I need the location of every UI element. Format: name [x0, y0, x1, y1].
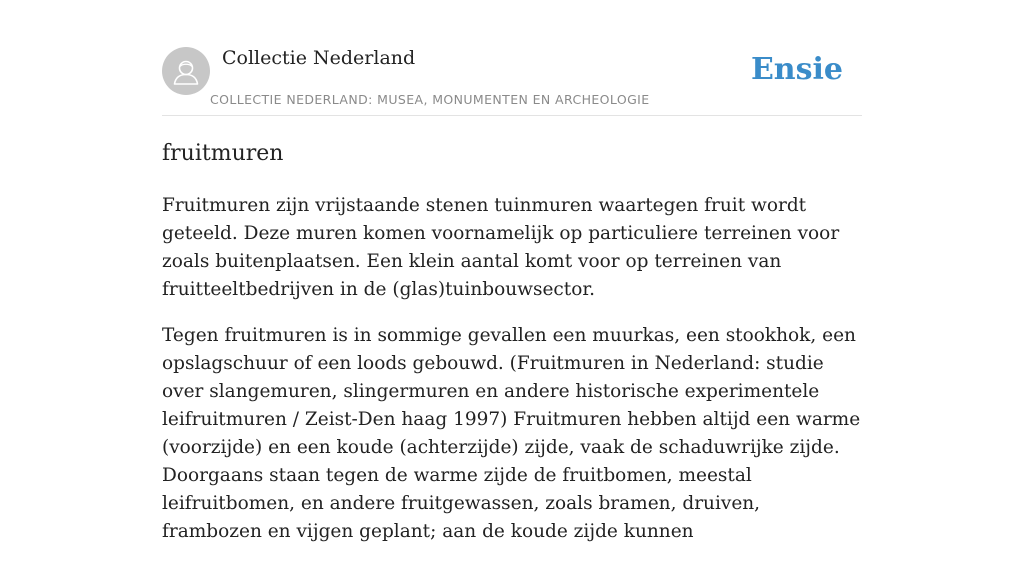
- user-icon: [162, 47, 210, 95]
- article-paragraph: Tegen fruitmuren is in sommige gevallen een muurkas, een stookhok, een opslagschuur of een loods gebouwd. (Fruitmuren in Nederland: studie over slangemuren, slingermuren en andere historische experimentele leifruitmuren / Zeist-Den haag 1997) Fruitmuren hebben altijd een warme (voorzijde) en een koude (achterzijde) zijde, vaak de schaduwrijke zijde. Doorgaans staan tegen de warme zijde de fruitbomen, meestal leifruitbomen, en andere fruitgewassen, zoals bramen, druiven, frambozen en vijgen geplant; aan de koude zijde kunnen: [162, 325, 861, 542]
- article-body: [162, 192, 862, 564]
- article-paragraph: Fruitmuren zijn vrijstaande stenen tuinmuren waartegen fruit wordt geteeld. Deze muren komen voornamelijk op particuliere terreinen voor zoals buitenplaatsen. Een klein aantal komt voor op terreinen van fruitteeltbedrijven in de (glas)tuinbouwsector.: [162, 195, 840, 300]
- header: [162, 46, 862, 116]
- page-title: fruitmuren: [162, 141, 284, 166]
- ensie-logo-link[interactable]: Ensie: [750, 52, 843, 87]
- author-name[interactable]: Collectie Nederland: [222, 47, 416, 69]
- collection-subtitle[interactable]: COLLECTIE NEDERLAND: MUSEA, MONUMENTEN EN ARCHEOLOGIE: [210, 92, 650, 107]
- avatar[interactable]: [162, 47, 210, 95]
